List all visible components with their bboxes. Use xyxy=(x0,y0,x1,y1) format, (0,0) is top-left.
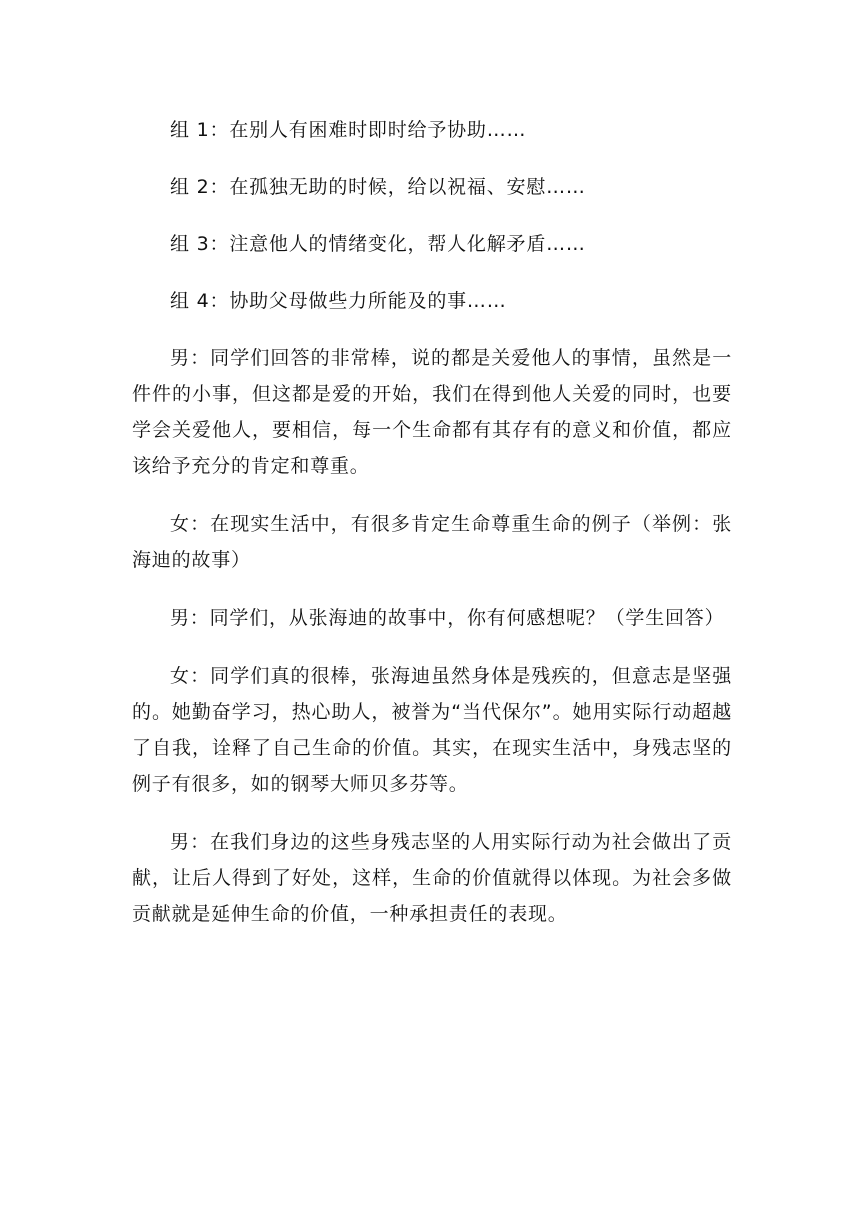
group-1-paragraph: 组 1：在别人有困难时即时给予协助…… xyxy=(170,119,527,141)
female-example-paragraph: 女：在现实生活中，有很多肯定生命尊重生命的例子（举例：张海迪的故事） xyxy=(132,513,732,571)
male-speech-paragraph: 男：同学们回答的非常棒，说的都是关爱他人的事情，虽然是一件件的小事，但这都是爱的开始，我们在得到他人关爱的同时，也要学会关爱他人，要相信，每一个生命都有其存有的意义和价值，都应该给予充分的肯定和尊重。 xyxy=(132,347,732,477)
group-4-paragraph: 组 4：协助父母做些力所能及的事…… xyxy=(170,290,507,312)
male-question-paragraph: 男：同学们，从张海迪的故事中，你有何感想呢？（学生回答） xyxy=(170,607,725,629)
male-conclusion-paragraph: 男：在我们身边的这些身残志坚的人用实际行动为社会做出了贡献，让后人得到了好处，这样，生命的价值就得以体现。为社会多做贡献就是延伸生命的价值，一种承担责任的表现。 xyxy=(132,831,732,925)
document-body xyxy=(132,112,732,954)
group-2-paragraph: 组 2：在孤独无助的时候，给以祝福、安慰…… xyxy=(170,176,586,198)
group-3-paragraph: 组 3：注意他人的情绪变化，帮人化解矛盾…… xyxy=(170,233,586,255)
female-story-paragraph: 女：同学们真的很棒，张海迪虽然身体是残疾的，但意志是坚强的。她勤奋学习，热心助人，被誉为“当代保尔”。她用实际行动超越了自我，诠释了自己生命的价值。其实，在现实生活中，身残志坚的例子有很多，如的钢琴大师贝多芬等。 xyxy=(132,665,732,795)
